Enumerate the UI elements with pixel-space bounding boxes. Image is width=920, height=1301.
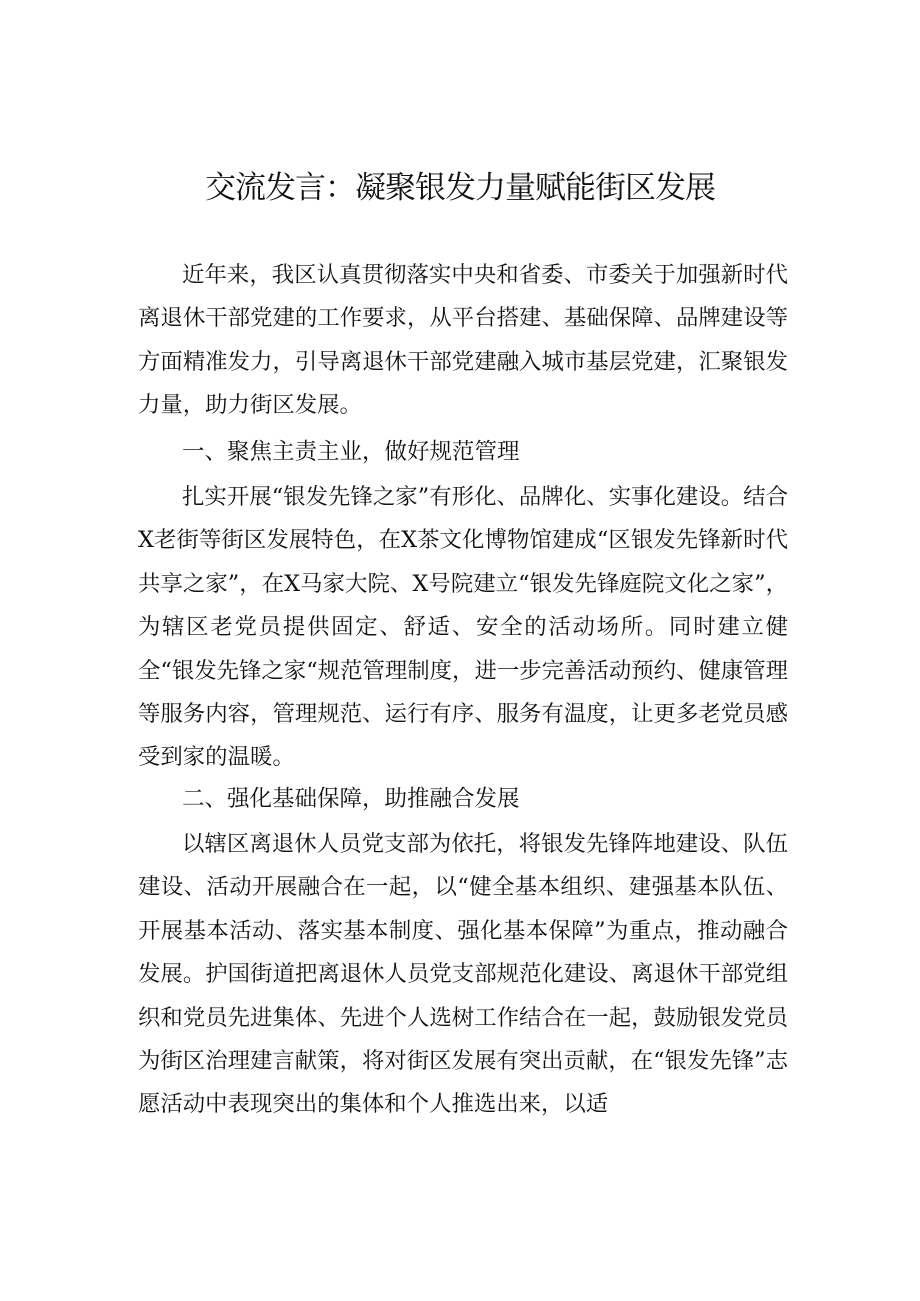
document-title: 交流发言：凝聚银发力量赋能街区发展 [205,170,715,206]
section-2-heading: 二、强化基础保障，助推融合发展 [182,786,520,812]
section-1-heading: 一、聚焦主责主业，做好规范管理 [182,439,520,465]
section-2-paragraph: 以辖区离退休人员党支部为依托，将银发先锋阵地建设、队伍建设、活动开展融合在一起，以“健全基本组织、建强基本队伍、开展基本活动、落实基本制度、强化基本保障”为重点，推动融合发展。护国街道把离退休人员党支部规范化建设、离退休干部党组织和党员先进集体、先进个人选树工作结合在一起，鼓励银发党员为街区治理建言献策，将对街区发展有突出贡献，在“银发先锋”志愿活动中表现突出的集体和个人推选出来，以适 [138,831,788,1118]
section-1-paragraph: 扎实开展“银发先锋之家”有形化、品牌化、实事化建设。结合X老街等街区发展特色，在X茶文化博物馆建成“区银发先锋新时代共享之家”，在X马家大院、X号院建立“银发先锋庭院文化之家”，为辖区老党员提供固定、舒适、安全的活动场所。同时建立健全“银发先锋之家“规范管理制度，进一步完善活动预约、健康管理等服务内容，管理规范、运行有序、服务有温度，让更多老党员感受到家的温暖。 [138,484,788,771]
intro-paragraph: 近年来，我区认真贯彻落实中央和省委、市委关于加强新时代离退休干部党建的工作要求，从平台搭建、基础保障、品牌建设等方面精准发力，引导离退休干部党建融入城市基层党建，汇聚银发力量，助力街区发展。 [138,262,788,419]
